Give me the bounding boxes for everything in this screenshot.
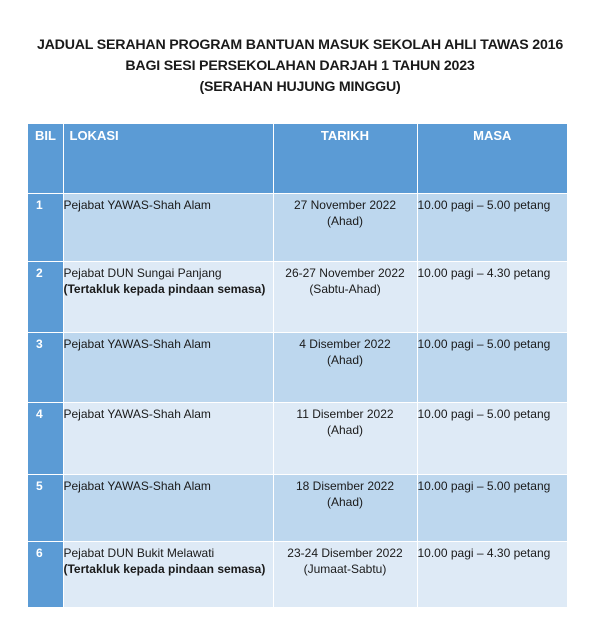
cell-tarikh xyxy=(273,402,417,474)
day-text: (Ahad) xyxy=(326,213,364,228)
cell-lokasi xyxy=(63,541,273,607)
title-line-3: (SERAHAN HUJUNG MINGGU) xyxy=(199,79,401,95)
title-line-1: JADUAL SERAHAN PROGRAM BANTUAN MASUK SEKOLAH AHLI TAWAS 2016 xyxy=(36,37,564,53)
cell-lokasi xyxy=(63,402,273,474)
cell-masa: 10.00 pagi – 5.00 petang xyxy=(417,193,567,261)
table-row xyxy=(28,474,567,541)
cell-masa: 10.00 pagi – 5.00 petang xyxy=(417,474,567,541)
cell-bil: 5 xyxy=(28,474,63,541)
cell-tarikh xyxy=(273,332,417,402)
cell-lokasi xyxy=(63,332,273,402)
cell-bil: 6 xyxy=(28,541,63,607)
document-title xyxy=(0,35,600,98)
location-name: Pejabat YAWAS-Shah Alam xyxy=(63,478,211,493)
title-line-2: BAGI SESI PERSEKOLAHAN DARJAH 1 TAHUN 2023 xyxy=(125,58,475,74)
date-text: 18 Disember 2022 xyxy=(295,478,395,493)
table-row xyxy=(28,193,567,261)
cell-masa: 10.00 pagi – 5.00 petang xyxy=(417,332,567,402)
header-lokasi: LOKASI xyxy=(63,124,273,193)
day-text: (Ahad) xyxy=(326,352,364,367)
cell-masa: 10.00 pagi – 5.00 petang xyxy=(417,402,567,474)
amendment-note: (Tertakluk kepada pindaan semasa) xyxy=(63,561,266,576)
date-text: 27 November 2022 xyxy=(293,197,397,212)
header-tarikh: TARIKH xyxy=(273,124,417,193)
cell-bil: 3 xyxy=(28,332,63,402)
cell-bil: 4 xyxy=(28,402,63,474)
cell-lokasi xyxy=(63,261,273,332)
date-text: 11 Disember 2022 xyxy=(296,406,394,421)
cell-lokasi xyxy=(63,474,273,541)
table-header-row xyxy=(28,124,567,193)
day-text: (Ahad) xyxy=(326,494,364,509)
cell-masa: 10.00 pagi – 4.30 petang xyxy=(417,541,567,607)
cell-tarikh xyxy=(273,261,417,332)
cell-masa: 10.00 pagi – 4.30 petang xyxy=(417,261,567,332)
header-masa: MASA xyxy=(417,124,567,193)
date-text: 4 Disember 2022 xyxy=(299,336,391,351)
location-name: Pejabat DUN Bukit Melawati xyxy=(63,545,215,560)
location-name: Pejabat YAWAS-Shah Alam xyxy=(63,197,211,212)
location-name: Pejabat YAWAS-Shah Alam xyxy=(63,406,211,421)
location-name: Pejabat DUN Sungai Panjang xyxy=(63,265,222,280)
day-text: (Ahad) xyxy=(326,422,364,437)
cell-bil: 2 xyxy=(28,261,63,332)
cell-bil: 1 xyxy=(28,193,63,261)
date-text: 26-27 November 2022 xyxy=(285,265,405,280)
cell-tarikh xyxy=(273,474,417,541)
day-text: (Jumaat-Sabtu) xyxy=(303,561,387,576)
header-bil: BIL xyxy=(28,124,63,193)
table-row xyxy=(28,332,567,402)
table-row xyxy=(28,261,567,332)
date-text: 23-24 Disember 2022 xyxy=(287,545,403,560)
cell-tarikh xyxy=(273,193,417,261)
day-text: (Sabtu-Ahad) xyxy=(309,281,381,296)
amendment-note: (Tertakluk kepada pindaan semasa) xyxy=(63,281,266,296)
schedule-table xyxy=(28,124,567,608)
table-row xyxy=(28,541,567,607)
cell-lokasi xyxy=(63,193,273,261)
location-name: Pejabat YAWAS-Shah Alam xyxy=(63,336,211,351)
cell-tarikh xyxy=(273,541,417,607)
table-row xyxy=(28,402,567,474)
